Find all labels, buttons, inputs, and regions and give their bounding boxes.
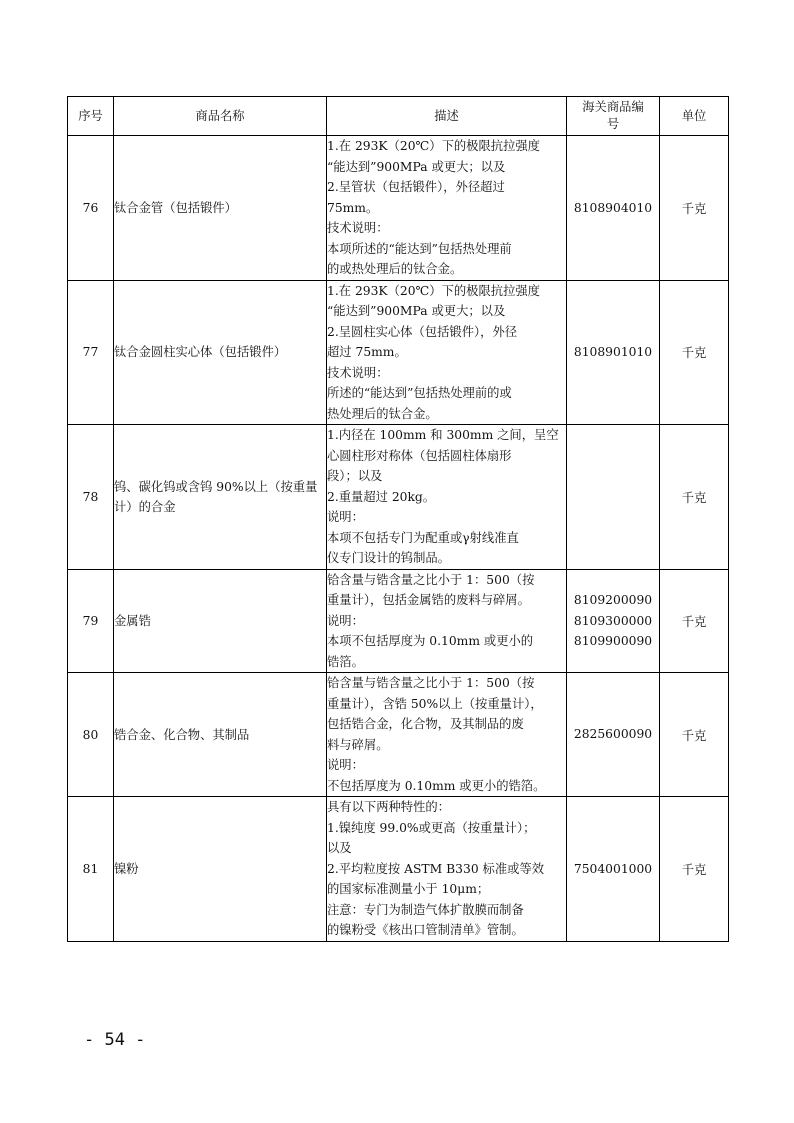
desc-line: 超过 75mm。: [327, 345, 407, 359]
desc-line: 说明：: [327, 613, 364, 628]
row-number: 78: [68, 425, 114, 570]
product-name: 钨、碳化钨或含钨 90%以上（按重量计）的合金: [114, 425, 327, 570]
desc-line: 段）；以及: [327, 469, 383, 483]
desc-line: 重量计），包括金属锆的废料与碎屑。: [327, 593, 530, 607]
desc-line: 铪含量与锆含量之比小于 1：500（按: [327, 572, 535, 587]
desc-line: 的镍粉受《核出口管制清单》管制。: [327, 923, 524, 937]
desc-line: 锆箔。: [327, 654, 364, 669]
desc-line: 包括锆合金，化合物，及其制品的废: [327, 717, 524, 731]
desc-line: 技术说明：: [327, 365, 389, 380]
page-number: - 54 -: [84, 1030, 146, 1050]
desc-line: 铪含量与锆含量之比小于 1：500（按: [327, 676, 535, 690]
row-number: 76: [68, 136, 114, 281]
desc-line: 热处理后的钛合金。: [327, 406, 438, 421]
unit: 千克: [660, 280, 729, 425]
table-row: [68, 425, 729, 570]
desc-line: 1.在 293K（20℃）下的极限抗拉强度: [327, 283, 540, 298]
customs-code: [567, 569, 660, 673]
desc-line: 的或热处理后的钛合金。: [327, 262, 463, 276]
table-row: [68, 280, 729, 425]
unit: 千克: [660, 136, 729, 281]
product-description: [327, 673, 567, 797]
product-description: [327, 797, 567, 942]
customs-code-value: 8109300000: [573, 613, 653, 628]
goods-table: [67, 96, 729, 942]
table-row: [68, 797, 729, 942]
customs-code: [567, 136, 660, 281]
desc-line: 仪专门设计的钨制品。: [327, 551, 450, 565]
desc-line: 所述的“能达到”包括热处理前的或: [327, 386, 512, 400]
unit: 千克: [660, 425, 729, 570]
unit: 千克: [660, 797, 729, 942]
desc-line: 心圆柱形对称体（包括圆柱体扇形: [327, 448, 512, 463]
desc-line: 说明：: [327, 758, 364, 772]
row-number: 80: [68, 673, 114, 797]
desc-line: 重量计），含锆 50%以上（按重量计），: [327, 696, 543, 711]
customs-code: [567, 280, 660, 425]
desc-line: 1.在 293K（20℃）下的极限抗拉强度: [327, 139, 540, 153]
table-row: [68, 673, 729, 797]
product-description: [327, 136, 567, 281]
header-code: 海关商品编号: [567, 97, 660, 136]
desc-line: 本项不包括专门为配重或γ射线准直: [327, 530, 519, 545]
desc-line: 技术说明：: [327, 221, 389, 235]
customs-code-value: 8109200090: [573, 593, 653, 607]
desc-line: 具有以下两种特性的：: [327, 800, 450, 814]
customs-code-value: 7504001000: [573, 861, 653, 876]
desc-line: 1.内径在 100mm 和 300mm 之间，呈空: [327, 428, 559, 442]
product-name: 钛合金圆柱实心体（包括锻件）: [114, 280, 327, 425]
customs-code-value: 8108901010: [573, 345, 653, 359]
header-desc: 描述: [327, 97, 567, 136]
product-description: [327, 280, 567, 425]
row-number: 77: [68, 280, 114, 425]
table-row: [68, 569, 729, 673]
desc-line: 1.镍纯度 99.0%或更高（按重量计）；: [327, 820, 536, 835]
customs-code-value: 2825600090: [573, 727, 653, 742]
desc-line: 的国家标准测量小于 10μm；: [327, 882, 490, 896]
table-row: [68, 136, 729, 281]
customs-code: [567, 673, 660, 797]
customs-code-value: 8108904010: [573, 200, 653, 215]
customs-code-value: 8109900090: [573, 634, 653, 648]
product-description: [327, 569, 567, 673]
product-name: 金属锆: [114, 569, 327, 673]
unit: 千克: [660, 673, 729, 797]
row-number: 81: [68, 797, 114, 942]
product-name: 镍粉: [114, 797, 327, 942]
desc-line: 本项不包括厚度为 0.10mm 或更小的: [327, 634, 534, 648]
header-name: 商品名称: [114, 97, 327, 136]
desc-line: 2.呈圆柱实心体（包括锻件），外径: [327, 324, 518, 339]
header-row: [68, 97, 729, 136]
desc-line: 2.呈管状（包括锻件），外径超过: [327, 180, 505, 194]
desc-line: 75mm。: [327, 200, 379, 215]
desc-line: 料与碎屑。: [327, 737, 389, 752]
desc-line: “能达到”900MPa 或更大；以及: [327, 304, 506, 318]
desc-line: “能达到”900MPa 或更大；以及: [327, 159, 506, 174]
product-name: 钛合金管（包括锻件）: [114, 136, 327, 281]
desc-line: 2.平均粒度按 ASTM B330 标准或等效: [327, 861, 545, 876]
unit: 千克: [660, 569, 729, 673]
desc-line: 说明：: [327, 510, 364, 524]
header-unit: 单位: [660, 97, 729, 136]
product-description: [327, 425, 567, 570]
customs-code: [567, 425, 660, 570]
desc-line: 以及: [327, 841, 352, 855]
customs-code: [567, 797, 660, 942]
desc-line: 本项所述的“能达到”包括热处理前: [327, 241, 512, 256]
header-no: 序号: [68, 97, 114, 136]
row-number: 79: [68, 569, 114, 673]
desc-line: 2.重量超过 20kg。: [327, 489, 436, 504]
product-name: 锆合金、化合物、其制品: [114, 673, 327, 797]
desc-line: 注意：专门为制造气体扩散膜而制备: [327, 902, 524, 917]
desc-line: 不包括厚度为 0.10mm 或更小的锆箔。: [327, 778, 546, 793]
